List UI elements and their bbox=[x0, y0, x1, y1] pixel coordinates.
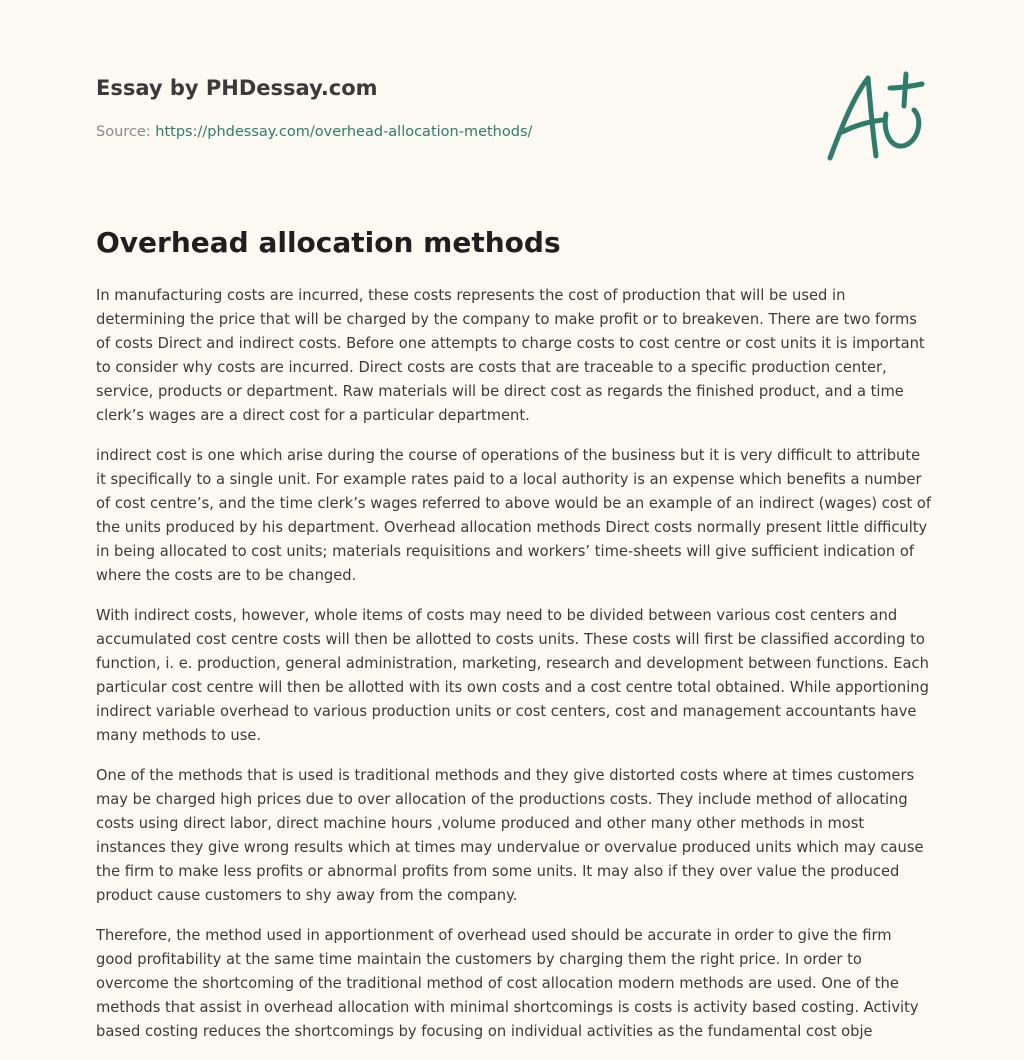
source-line bbox=[96, 124, 532, 140]
essay-body bbox=[96, 284, 932, 1060]
source-link[interactable]: https://phdessay.com/overhead-allocation-methods/ bbox=[155, 124, 533, 140]
essay-paragraph: Therefore, the method used in apportionment of overhead used should be accurate in order to give the firm good profitability at the same time maintain the customers by charging them the right price. In order to overcome the shortcoming of the traditional method of cost allocation modern methods are used. One of the methods that assist in overhead allocation with minimal shortcomings is costs is activity based costing. Activity based costing reduces the shortcomings by focusing on individual activities as the fundamental cost obje bbox=[96, 927, 919, 1040]
essay-paragraph: In manufacturing costs are incurred, these costs represents the cost of production that will be used in determining the price that will be charged by the company to make profit or to breakeven. There are two forms of costs Direct and indirect costs. Before one attempts to charge costs to cost centre or cost units it is important to consider why costs are incurred. Direct costs are costs that are traceable to a specific production center, service, products or department. Raw materials will be direct cost as regards the finished product, and a time clerk’s wages are a direct cost for a particular department. bbox=[96, 287, 925, 424]
source-label: Source: bbox=[96, 124, 151, 140]
essay-paragraph: With indirect costs, however, whole items of costs may need to be divided between various cost centers and accumulated cost centre costs will then be allotted to costs units. These costs will first be classified according to function, i. e. production, general administration, marketing, research and development between functions. Each particular cost centre will then be allotted with its own costs and a cost centre total obtained. While apportioning indirect variable overhead to various production units or cost centers, cost and management accountants have many methods to use. bbox=[96, 607, 929, 744]
a-plus-logo-icon bbox=[820, 66, 930, 166]
essay-paragraph: One of the methods that is used is traditional methods and they give distorted costs where at times customers may be charged high prices due to over allocation of the productions costs. They include method of allocating costs using direct labor, direct machine hours ,volume produced and other many other methods in most instances they give wrong results which at times may undervalue or overvalue produced units which may cause the firm to make less profits or abnormal profits from some units. It may also if they over value the produced product cause customers to shy away from the company. bbox=[96, 767, 924, 904]
site-brand[interactable]: Essay by PHDessay.com bbox=[96, 76, 378, 100]
essay-title: Overhead allocation methods bbox=[96, 226, 561, 259]
essay-paragraph: indirect cost is one which arise during the course of operations of the business but it is very difficult to attribute it specifically to a single unit. For example rates paid to a local authority is an expense which benefits a number of cost centre’s, and the time clerk’s wages referred to above would be an example of an indirect (wages) cost of the units produced by his department. Overhead allocation methods Direct costs normally present little difficulty in being allocated to cost units; materials requisitions and workers’ time-sheets will give sufficient indication of where the costs are to be changed. bbox=[96, 447, 932, 584]
